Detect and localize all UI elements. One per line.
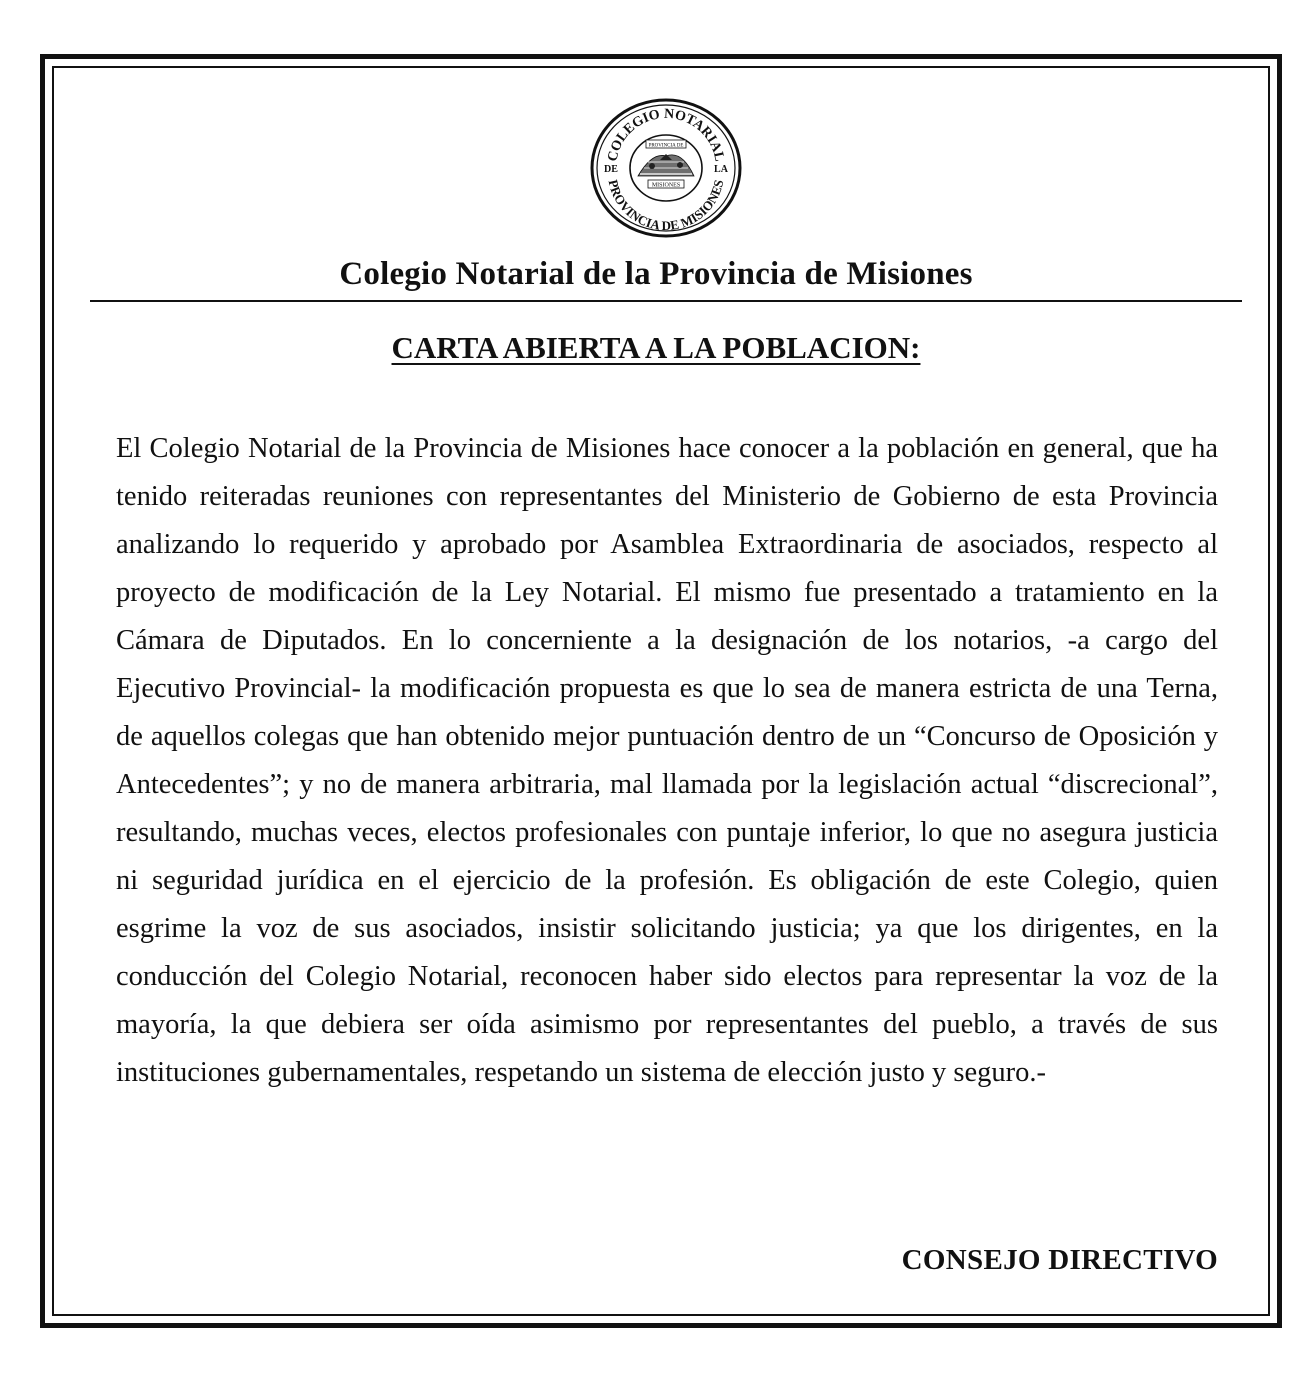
signature-block: CONSEJO DIRECTIVO (901, 1244, 1218, 1276)
letter-body-paragraph: El Colegio Notarial de la Provincia de Misiones hace conocer a la población en general, que ha tenido reiteradas reuniones con representantes del Ministerio de Gobierno de esta Provincia analizando lo requerido y aprobado por Asamblea Extraordinaria de asociados, respecto al proyecto de modificación de la Ley Notarial. El mismo fue presentado a tratamiento en la Cámara de Diputados. En lo concerniente a la designación de los notarios, -a cargo del Ejecutivo Provincial- la modificación propuesta es que lo sea de manera estricta de una Terna, de aquellos colegas que han obtenido mejor puntuación dentro de un “Concurso de Oposición y Antecedentes”; y no de manera arbitraria, mal llamada por la legislación actual “discrecional”, resultando, muchas veces, electos profesionales con puntaje inferior, lo que no asegura justicia ni seguridad jurídica en el ejercicio de la profesión. Es obligación de este Colegio, quien esgrime la voz de sus asociados, insistir solicitando justicia; ya que los dirigentes, en la conducción del Colegio Notarial, reconocen haber sido electos para representar la voz de la mayoría, la que debiera ser oída asimismo por representantes del pueblo, a través de sus instituciones gubernamentales, respetando un sistema de elección justo y seguro.- (116, 433, 1218, 1088)
seal-banner-bottom-text: MISIONES (651, 182, 681, 189)
title-divider (90, 300, 1242, 302)
organization-title: Colegio Notarial de la Provincia de Misiones (339, 256, 973, 292)
seal-right-text: LA (714, 164, 728, 175)
seal-ring-bottom-text: PROVINCIA DE MISIONES (605, 178, 727, 234)
letter-heading: CARTA ABIERTA A LA POBLACION: (391, 330, 921, 365)
seal-ring-top-text: COLEGIO NOTARIAL (605, 106, 727, 163)
notarial-seal-logo (588, 96, 744, 240)
seal-banner-top-text: PROVINCIA DE (648, 143, 684, 149)
seal-left-text: DE (604, 164, 618, 175)
